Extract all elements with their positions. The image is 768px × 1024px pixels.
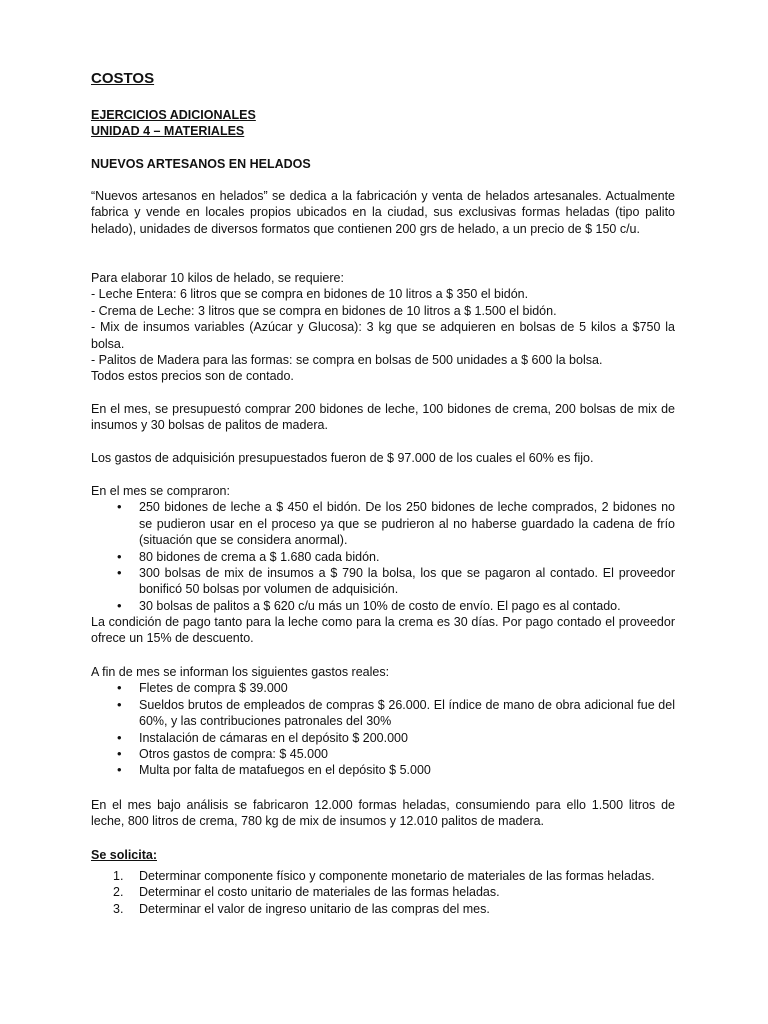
requirements-lead: Para elaborar 10 kilos de helado, se requiere: — [91, 271, 344, 285]
requirement-item: - Crema de Leche: 3 litros que se compra en bidones de 10 litros a $ 1.500 el bidón. — [91, 303, 557, 318]
list-item: • Fletes de compra $ 39.000 — [91, 680, 675, 696]
purchases-block — [91, 483, 675, 614]
item-number: 2. — [113, 885, 124, 900]
expenses-lead: A fin de mes se informan los siguientes gastos reales: — [91, 665, 390, 679]
list-item: • 250 bidones de leche a $ 450 el bidón. De los 250 bidones de leche comprados, 2 bidones no se pudieron usar en el proceso ya que se pudrieron al no haberse guardado la cadena de frío (situación que se considera anormal). — [91, 499, 675, 548]
requests-list — [91, 868, 675, 917]
page-title: COSTOS — [91, 70, 155, 87]
item-text: Determinar el costo unitario de materiales de las formas heladas. — [139, 885, 500, 900]
requirement-item: - Mix de insumos variables (Azúcar y Glucosa): 3 kg que se adquieren en bolsas de 5 kilos a $750 la bolsa. — [91, 320, 675, 351]
expenses-list — [91, 680, 675, 778]
item-number: 3. — [113, 901, 124, 916]
unit-subtitle: UNIDAD 4 – MATERIALES — [91, 124, 245, 138]
production-paragraph: En el mes bajo análisis se fabricaron 12.000 formas heladas, consumiendo para ello 1.500 litros de leche, 800 litros de crema, 780 kg de mix de insumos y 12.010 palitos de madera. — [91, 798, 675, 829]
expenses-block — [91, 664, 675, 779]
list-item: • Sueldos brutos de empleados de compras $ 26.000. El índice de mano de obra adicional fue del 60%, y las contribuciones patronales del 30% — [91, 697, 675, 730]
list-item: • Otros gastos de compra: $ 45.000 — [91, 746, 675, 762]
list-item: • 300 bolsas de mix de insumos a $ 790 la bolsa, los que se pagaron al contado. El proveedor bonificó 50 bolsas por volumen de adquisición. — [91, 565, 675, 598]
requirements-block — [91, 270, 675, 385]
list-item: • Multa por falta de matafuegos en el depósito $ 5.000 — [91, 762, 675, 778]
requirement-item: - Leche Entera: 6 litros que se compra en bidones de 10 litros a $ 350 el bidón. — [91, 287, 529, 302]
list-item: • 30 bolsas de palitos a $ 620 c/u más un 10% de costo de envío. El pago es al contado. — [91, 598, 675, 614]
list-item: • Instalación de cámaras en el depósito $ 200.000 — [91, 730, 675, 746]
intro-paragraph: “Nuevos artesanos en helados” se dedica a la fabricación y venta de helados artesanales. Actualmente fabrica y vende en locales propios ubicados en la ciudad, sus exclusivas formas heladas (tipo palito helado), unidades de diversos formatos que contienen 200 grs de helado, a un precio de $ 150 c/u. — [91, 189, 675, 236]
payment-paragraph: La condición de pago tanto para la leche como para la crema es 30 días. Por pago contado el proveedor ofrece un 15% de descuento. — [91, 615, 675, 646]
list-item — [91, 868, 675, 884]
case-title: NUEVOS ARTESANOS EN HELADOS — [91, 157, 311, 171]
acquisition-costs-paragraph: Los gastos de adquisición presupuestados fueron de $ 97.000 de los cuales el 60% es fijo. — [91, 451, 594, 465]
list-item — [91, 884, 675, 900]
request-title: Se solicita: — [91, 848, 157, 862]
budget-paragraph: En el mes, se presupuestó comprar 200 bidones de leche, 100 bidones de crema, 200 bolsas de mix de insumos y 30 bolsas de palitos de madera. — [91, 402, 675, 433]
section-subtitle: EJERCICIOS ADICIONALES — [91, 108, 256, 122]
requirement-item: - Palitos de Madera para las formas: se compra en bolsas de 500 unidades a $ 600 la bolsa. — [91, 353, 603, 368]
item-number: 1. — [113, 869, 124, 883]
item-text: Determinar componente físico y componente monetario de materiales de las formas heladas. — [139, 869, 655, 883]
list-item — [91, 901, 675, 917]
item-text: Determinar el valor de ingreso unitario de las compras del mes. — [139, 901, 490, 916]
list-item: • 80 bidones de crema a $ 1.680 cada bidón. — [91, 549, 675, 565]
requirement-note: Todos estos precios son de contado. — [91, 369, 294, 384]
purchases-lead: En el mes se compraron: — [91, 484, 230, 498]
purchases-list — [91, 499, 675, 614]
